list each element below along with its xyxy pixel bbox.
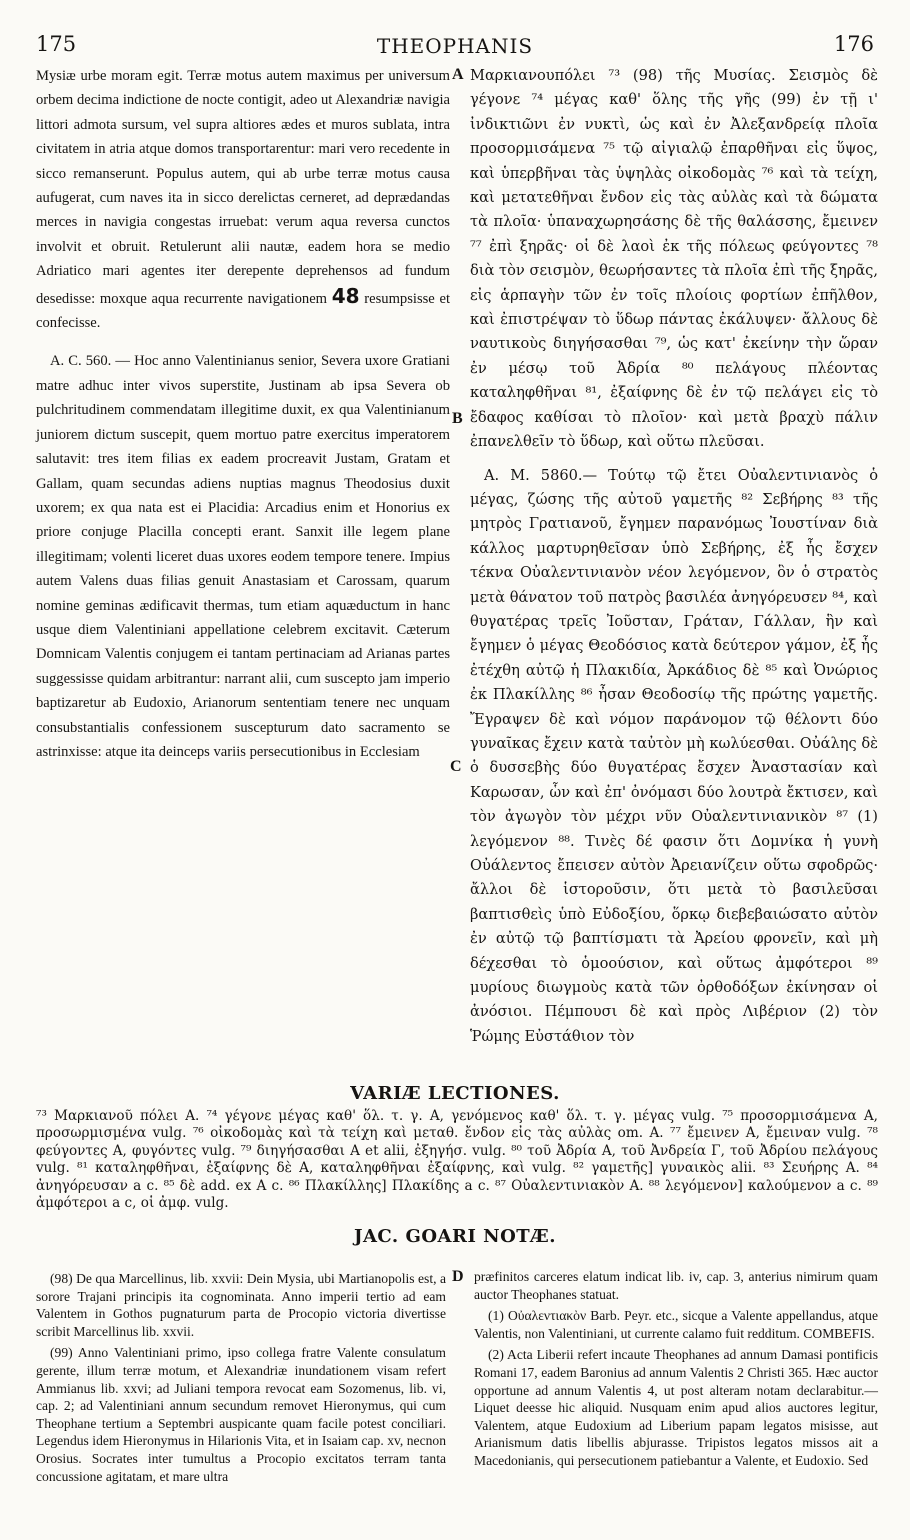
latin-column — [36, 64, 450, 773]
margin-letter-a: A — [452, 66, 464, 83]
variae-lectiones-text: ⁷³ Μαρκιανοῦ πόλει A. ⁷⁴ γέγονε μέγας καθ' ὅλ. τ. γ. A, γενόμενος καθ' ὅλ. τ. γ. μέγας vulg. ⁷⁵ προσορμισάμενα A, προσωρμισμένα vulg. ⁷⁶ οἰκοδομὰς καὶ τὰ τείχη καὶ μεταθ. ἔνδον εἰς τὰς αὐλὰς om. A. ⁷⁷ ἔμεινεν A, ἔμειναν vulg. ⁷⁸ φεύγοντες A, φυγόντες vulg. ⁷⁹ διηγήσασθαι A et alii, ἐξηγήσ. vulg. ⁸⁰ τοῦ Ἀδρία A, τοῦ Ἀνδρεία Γ, τοῦ Ἀδρίου πελάγους vulg. ⁸¹ καταληφθῆναι, ἐξαίφνης δὲ A, καταληφθῆναι ἐξαίφνης, καὶ vulg. ⁸² γαμετῆς] γυναικὸς alii. ⁸³ Σευήρης A. ⁸⁴ ἀνηγόρευσαν a c. ⁸⁵ δὲ add. ex A c. ⁸⁶ Πλακίλλης] Πλακίδης a c. ⁸⁷ Οὐαλεντινιακὸν A. ⁸⁸ λεγόμενον] καλούμενον a c. ⁸⁹ ἀμφότεροι a c, οἱ ἀμφ. vulg. — [36, 1108, 878, 1212]
margin-letter-d: D — [452, 1268, 464, 1285]
note-2: (2) Acta Liberii refert incaute Theophanes ad annum Damasi pontificis Romani 17, eadem Baronius ad annum Valentis 2 Christi 365. Hæc auctor opportune ad annum Valentis 4, ut post alteram notam declarabitur.—Liquet deesse hic aliquid. Nusquam enim apud alios auctores legitur, Valentem, atque Eudoxium ad Liberium papam legatos misisse, aut Arianismum datis libellis abjurasse. Tripistos legatos missos ait a Macedonianis, qui persecutionem patiebantur a Valente, et Eudoxio. Sed — [474, 1347, 878, 1468]
variae-lectiones-title: VARIÆ LECTIONES. — [350, 1083, 560, 1104]
latin-paragraph-1 — [36, 64, 450, 335]
notes-right-column — [474, 1252, 878, 1474]
margin-letter-c: C — [450, 758, 462, 775]
notes-title: JAC. GOARI NOTÆ. — [353, 1226, 557, 1247]
running-title: THEOPHANIS — [376, 34, 534, 58]
note-99: (99) Anno Valentiniani primo, ipso collega fratre Valente consulatum gerente, illum terræ motum, et Alexandriæ inundationem visam refert Ammianus lib. xxvi; ad Juliani tempora revocat eam Sozomenus, lib. vi, cap. 2; ad Valentiniani annum secundum removet Hieronymus, qui cum Theophane tertium a Septembri auspicante quam facile potest conciliari. Legendus idem Hieronymus in Hilarionis Vita, et in Isaiam cap. xv, necnon Orosius. Socrates inter tumultus a Procopio excitatos terram tanta concussione agitatam, et mare ultra — [36, 1345, 446, 1484]
latin-paragraph-1-text: Mysiæ urbe moram egit. Terræ motus autem maximus per universum orbem decima indictione de nocte contigit, adeo ut Alexandriæ navigia littori admota sursum, vel supra altiores ædes et muros sublata, intra civitatem in atria atque domos transportarentur: mari vero recedente in sicco remanserunt. Populus autem, qui ab urbe terræ motus causa aufugerat, cum naves ita in sicco derelictas cerneret, ad deprædandas merces in navigia congestas irruebat: verum aqua reversa cunctos involvit et obruit. Retulerunt alii nautæ, eadem hora se medio Adriatico mari agentes iter derepente deprehensos ad fundum desedisse: moxque aqua recurrente navigationem — [36, 68, 450, 307]
page-marker-badge: 48 — [331, 283, 360, 308]
greek-paragraph-1: Μαρκιανουπόλει ⁷³ (98) τῆς Μυσίας. Σεισμὸς δὲ γέγονε ⁷⁴ μέγας καθ' ὅλης τῆς γῆς (99) ἐν τῇ ι' ἰνδικτιῶνι ἐν νυκτὶ, ὡς καὶ ἐν Ἀλεξανδρείᾳ πλοῖα προσορμισάμενα ⁷⁵ τῷ αἰγιαλῷ ἐπαρθῆναι εἰς ὕψος, καὶ ὑπερβῆναι τὰς ὑψηλὰς οἰκοδομὰς ⁷⁶ καὶ τὰ τείχη, καὶ μετατεθῆναι ἔνδον εἰς τὰς αὐλὰς καὶ τὰ δώματα τὰ πλοῖα· ὑπαναχωρησάσης δὲ τῆς θαλάσσης, ἔμεινεν ⁷⁷ ἐπὶ ξηρᾶς· οἱ δὲ λαοὶ ἐκ τῆς πόλεως φεύγοντες ⁷⁸ διὰ τὸν σεισμὸν, θεωρήσαντες τὰ πλοῖα ἐπὶ τῆς ξηρᾶς, εἰς ἁρπαγὴν τῶν ἐν τοῖς πλοίοις φορτίων ἐπῆλθον, καὶ ἐπιστρέψαν τὸ ὕδωρ πάντας ἐκάλυψεν· ἄλλους δὲ ναυτικοὺς διηγήσασθαι ⁷⁹, ὡς κατ' ἐκείνην τὴν ὥραν ἐν μέσῳ τοῦ Ἀδρία ⁸⁰ πελάγους πλέοντας καταληφθῆναι ⁸¹, ἐξαίφνης δὲ ἐν τῷ πελάγει εἰς τὸ ἔδαφος καθίσαι τὸ πλοῖον· καὶ μετὰ βραχὺ πάλιν ἐπανελθεῖν τὸ ὕδωρ, καὶ οὕτω πλεῦσαι. — [470, 67, 878, 451]
note-99-continued: præfinitos carceres elatum indicat lib. iv, cap. 3, anterius nimirum quam auctor Theophanes statuat. — [474, 1269, 878, 1302]
page-number-right: 176 — [833, 32, 874, 56]
page-number-left: 175 — [36, 32, 77, 56]
latin-paragraph-1-end: resumpsisse et confecisse. — [36, 290, 450, 332]
greek-year-lead: Α. Μ. 5860.— — [484, 466, 598, 484]
note-98: (98) De qua Marcellinus, lib. xxvii: Dein Mysia, ubi Martianopolis est, a sorore Trajani principis ita cognominata. Anno imperii tertio ad eam Valentem in Gothos pugnaturum parta de Procopio victoria divertisse scribit Marcellinus lib. xxvii. — [36, 1271, 446, 1339]
latin-paragraph-2-text: Hoc anno Valentinianus senior, Severa uxore Gratiani matre adhuc inter vivos superstite, Justinam ab ipsa Severa ob pulchritudinem commendatam illegitime duxit, ex qua Valentinianum juniorem dictum suscepit, quem mortuo patre exercitus imperatorem salutavit: tres item filias ex eadem procreavit Justam, Gratam et Gallam, quam secundas adiens nuptias magnus Theodosius duxit uxorem; ex qua nata est ei Placidia: Arcadius enim et Honorius ex priore conjuge Placilla concepti erant. Sanxit ille legem plane illegitimam; volenti liceret duas uxores eodem tempore tenere. Impius autem Valens duas filias genuit Anastasiam et Carossam, quarum nomine geminas ædificavit thermas, tum etiam aquæductum in hanc usque diem Valentiniani appellatione celebrem excitavit. Cæterum Domnicam Valentis conjugem ei tantam pertinaciam ad Arianas partes suggessisse quidam arbitrantur: narrant alii, cum suscepto jam imperio baptizaretur ab Eudoxio, Arianorum sententiam tenere nec unquam consubstantialis confessionem suscepturum dato sacramento se astrinxisse: atque ita deinceps variis persecutionibus in Ecclesiam — [36, 353, 450, 760]
running-header — [36, 32, 874, 58]
note-1: (1) Οὐαλεντιακὸν Barb. Peyr. etc., sicque a Valente appellandus, atque Valentis, non Valentiniani, ut currente calamo fuit redditum. COMBEFIS. — [474, 1308, 878, 1341]
notes-left-column — [36, 1270, 446, 1489]
greek-paragraph-2 — [470, 464, 878, 1050]
greek-column — [470, 64, 878, 1058]
greek-paragraph-2-text: Τούτῳ τῷ ἔτει Οὐαλεντινιανὸς ὁ μέγας, ζώσης τῆς αὐτοῦ γαμετῆς ⁸² Σεβήρης ⁸³ τῆς μητρὸς Γρατιανοῦ, ἔγημεν παρανόμως Ἰουστίναν διὰ κάλλος μαρτυρηθεῖσαν ὑπὸ Σεβήρης, ἐξ ἧς ἔσχεν τέκνα Οὐαλεντινιανὸν νέον λεγόμενον, ὃν ὁ στρατὸς μετὰ θάνατον τοῦ πατρὸς βασιλέα ἀνηγόρευσεν ⁸⁴, καὶ θυγατέρας τρεῖς Ἰοῦσταν, Γράταν, Γάλλαν, ἣν καὶ ἔγημεν ὁ μέγας Θεοδόσιος κατὰ δεύτερον γάμον, ἐξ ἧς ἐτέχθη αὐτῷ ἡ Πλακιδία, Ἀρκάδιος δὲ ⁸⁵ καὶ Ὀνώριος ἐκ Πλακίλλης ⁸⁶ ἦσαν Θεοδοσίῳ τῆς πρώτης γαμετῆς. Ἔγραψεν δὲ καὶ νόμον παράνομον τῷ θέλοντι δύο γυναῖκας ἔχειν κατὰ ταὐτὸν μὴ κωλύεσθαι. Οὐάλης δὲ ὁ δυσσεβὴς δύο θυγατέρας ἔσχεν Ἀναστασίαν καὶ Καρωσαν, ὧν καὶ ἐπ' ὀνόμασι δύο λουτρὰ ἔκτισεν, καὶ τὸν ἀγωγὸν τὸν μέχρι νῦν Οὐαλεντινιανικὸν ⁸⁷ (1) λεγόμενον ⁸⁸. Τινὲς δέ φασιν ὅτι Δομνίκα ἡ γυνὴ Οὐάλεντος ἔπεισεν αὐτὸν Ἀρειανίζειν οὕτω σφοδρῶς· ἄλλοι δὲ ἱστοροῦσιν, ὅτι μετὰ τὸ βασιλεῦσαι βαπτισθεὶς ὑπὸ Εὐδοξίου, ὅρκῳ διεβεβαιώσατο αὐτὸν ἐν αὐτῷ τῷ βαπτίσματι τὰ Ἀρείου φρονεῖν, καὶ μὴ δέχεσθαι τὸ ὁμοούσιον, καὶ οὕτως ἀμφότεροι ⁸⁹ μυρίους διωγμοὺς κατὰ τῶν ὀρθοδόξων ἐκίνησαν οἱ ἀνόσιοι. Πέμπουσι δὲ καὶ πρὸς Λιβέριον (2) τὸν Ῥώμης Εὐστάθιον τὸν — [470, 466, 878, 1045]
latin-paragraph-2 — [36, 349, 450, 764]
margin-letter-b: B — [452, 410, 463, 427]
latin-year-lead: A. C. 560. — — [50, 353, 130, 370]
